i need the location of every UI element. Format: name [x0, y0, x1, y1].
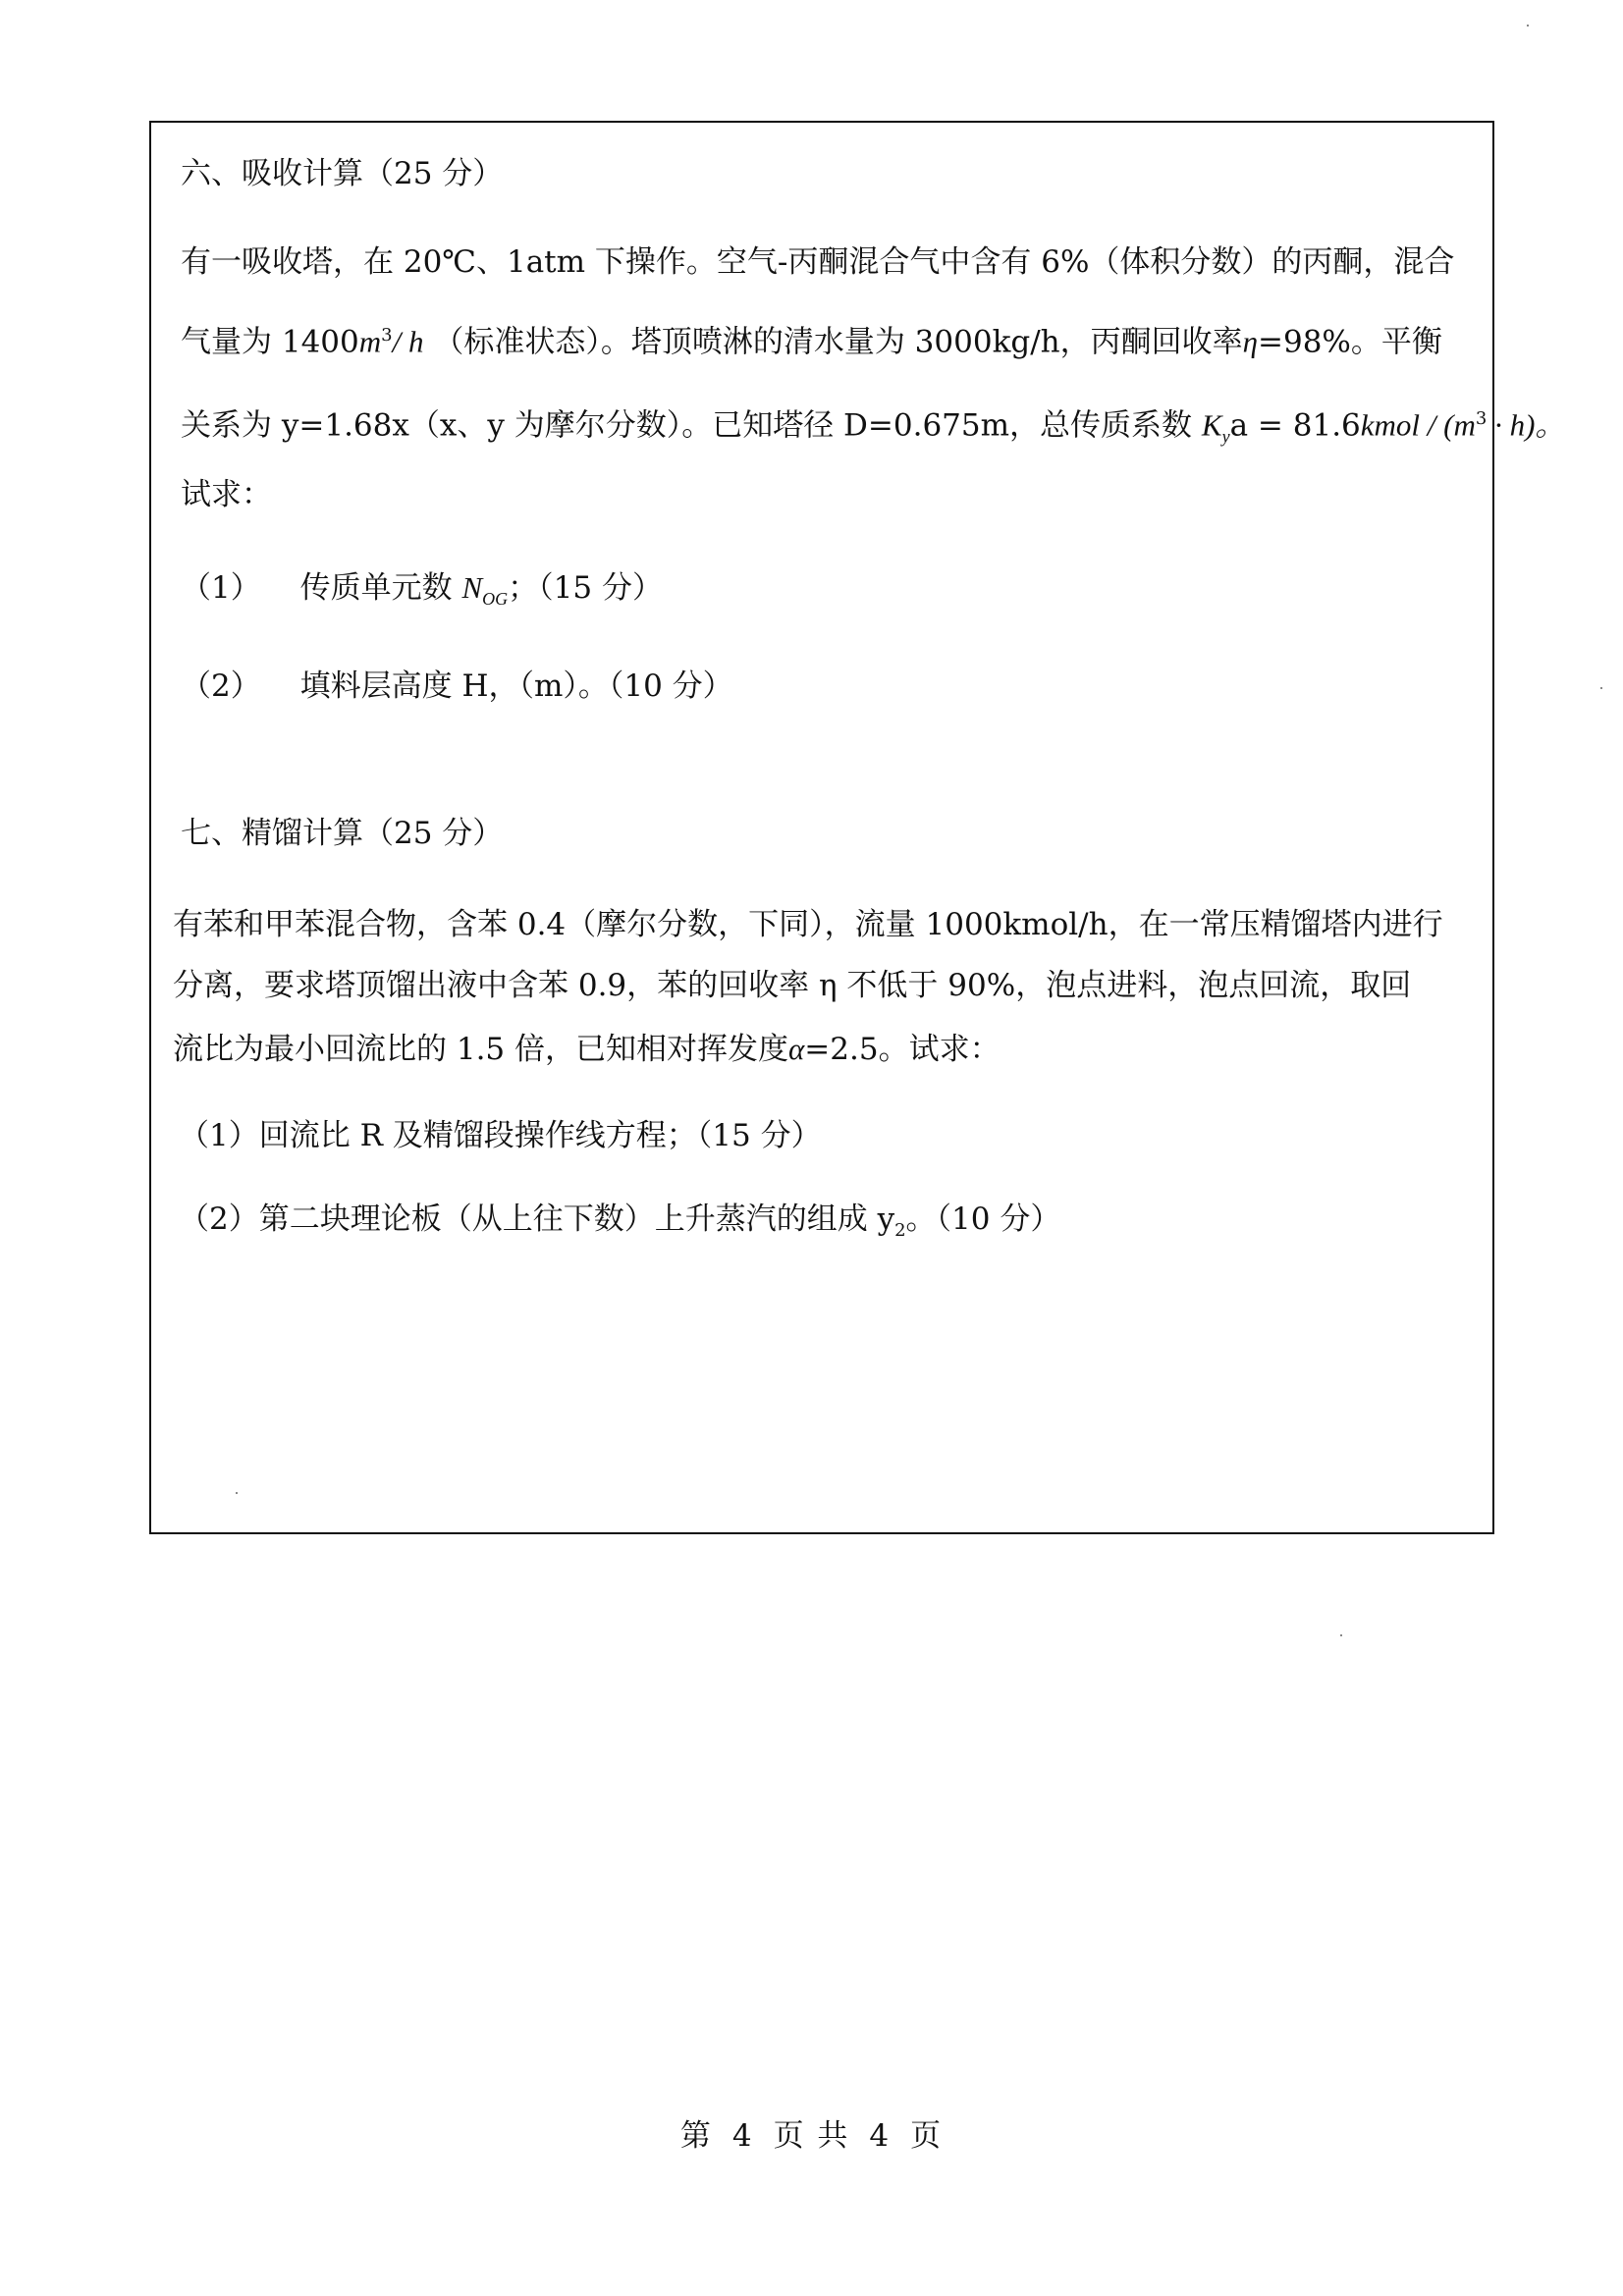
question-text: 填料层高度 H，（m）。（10 分）	[299, 668, 733, 704]
scan-speck	[236, 1492, 238, 1494]
footer-label: 第	[679, 2118, 713, 2154]
alpha-symbol: α	[788, 1032, 805, 1066]
text: =98%。平衡	[1258, 324, 1442, 360]
section-6-line-3	[181, 400, 1565, 456]
question-text: （2）第二块理论板（从上往下数）上升蒸汽的组成 y	[179, 1201, 895, 1237]
subscript: OG	[482, 589, 509, 610]
section-6-line-1: 有一吸收塔，在 20℃、1atm 下操作。空气-丙酮混合气中含有 6%（体积分数）的丙酮，混合	[181, 244, 1455, 280]
section-7-line-3	[173, 1030, 1001, 1069]
k-symbol: K	[1201, 407, 1222, 443]
footer-label: 页	[910, 2118, 944, 2154]
text: 气量为 1400	[181, 324, 359, 360]
superscript: 3	[1475, 408, 1488, 429]
unit-m: m	[358, 324, 382, 359]
question-frame	[149, 121, 1566, 1534]
section-7-line-2: 分离，要求塔顶馏出液中含苯 0.9，苯的回收率 η 不低于 90%，泡点进料，泡点回流，取回	[173, 968, 1412, 1003]
unit-end: · h)。	[1487, 407, 1566, 443]
text: =2.5。试求：	[804, 1032, 1001, 1067]
scan-speck	[1600, 687, 1602, 689]
text: a = 81.6	[1229, 407, 1361, 444]
text: 流比为最小回流比的 1.5 倍，已知相对挥发度	[173, 1032, 789, 1067]
scan-speck	[1527, 25, 1529, 27]
question-number: （1）	[181, 570, 261, 606]
question-number: （2）	[181, 668, 261, 704]
n-symbol: N	[461, 570, 483, 605]
question-points: 。（10 分）	[905, 1201, 1061, 1237]
page-total: 4	[869, 2118, 892, 2154]
section-7-line-1: 有苯和甲苯混合物，含苯 0.4（摩尔分数，下同），流量 1000kmol/h，在一常压精馏塔内进行	[173, 907, 1443, 942]
section-7-question-1: （1）回流比 R 及精馏段操作线方程；（15 分）	[179, 1118, 822, 1153]
unit: kmol / (m	[1360, 407, 1476, 443]
question-points: ；（15 分）	[508, 570, 663, 606]
section-6-ask: 试求：	[181, 477, 272, 512]
section-7-title: 七、精馏计算（25 分）	[181, 816, 504, 851]
section-6-title: 六、吸收计算（25 分）	[181, 156, 504, 191]
page-number: 4	[731, 2118, 754, 2154]
unit-h: / h	[392, 324, 424, 359]
question-text: 传质单元数	[299, 570, 462, 606]
section-6-question-2	[181, 667, 733, 706]
section-7-question-2	[179, 1200, 1060, 1251]
section-6-line-2	[181, 316, 1442, 361]
subscript: y	[1221, 426, 1230, 447]
superscript: 3	[381, 325, 393, 346]
scan-speck	[1340, 1634, 1342, 1636]
section-6-question-1	[181, 568, 663, 618]
text: （标准状态）。塔顶喷淋的清水量为 3000kg/h，丙酮回收率	[433, 324, 1243, 360]
eta-symbol: η	[1242, 324, 1259, 359]
page-footer	[0, 2110, 1623, 2155]
footer-label: 页 共	[773, 2118, 850, 2154]
text: 关系为 y=1.68x（x、y 为摩尔分数）。已知塔径 D=0.675m，总传质系数	[181, 407, 1202, 444]
subscript: 2	[894, 1220, 906, 1242]
